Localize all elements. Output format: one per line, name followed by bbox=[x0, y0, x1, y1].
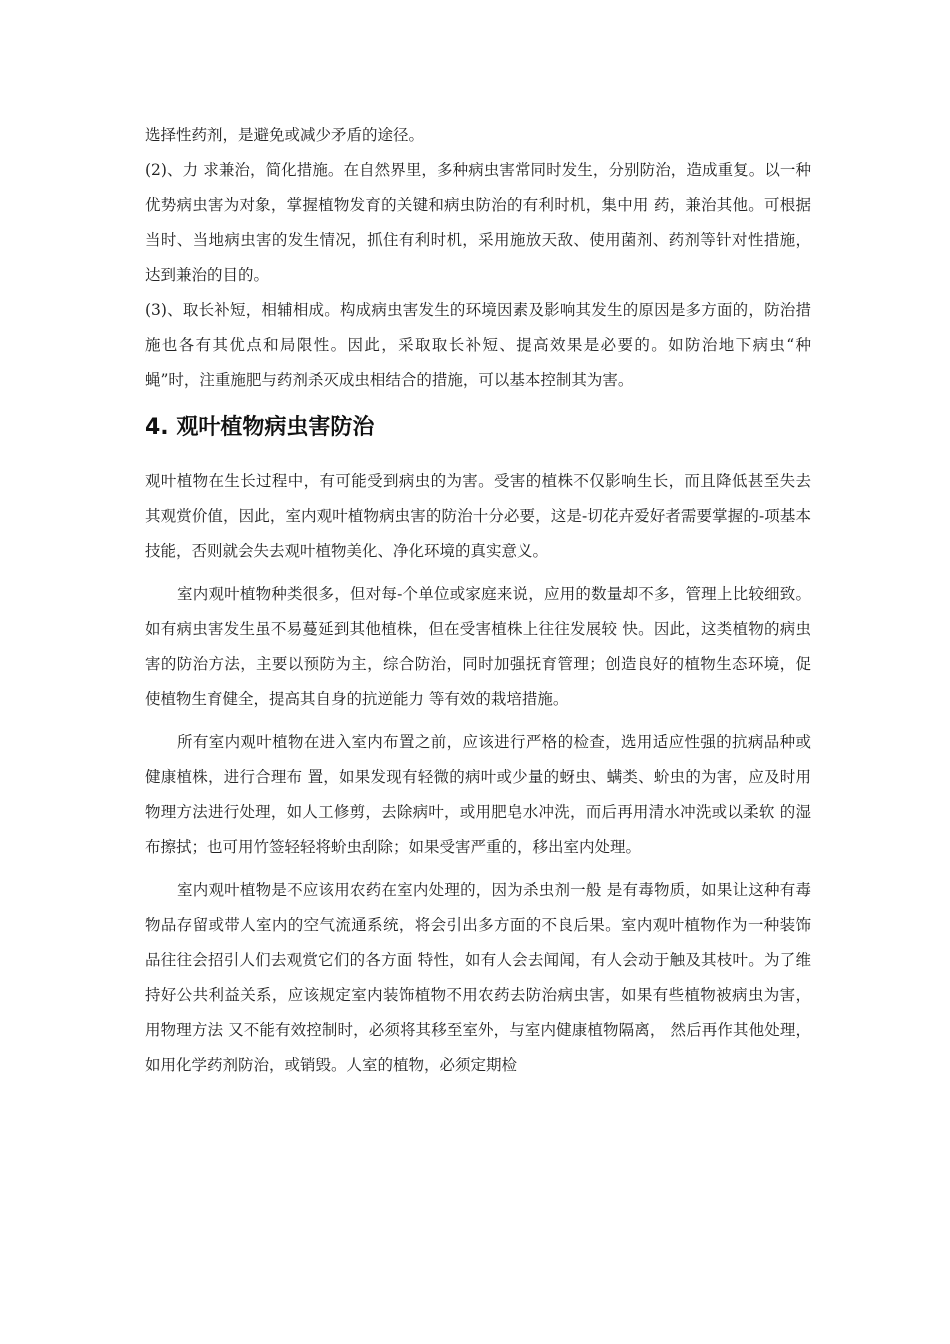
paragraph-prevention: 室内观叶植物种类很多，但对每-个单位或家庭来说，应用的数量却不多，管理上比较细致。如有病虫害发生虽不易蔓延到其他植株，但在受害植株上往往发展较 快。因此，这类植物的病虫害的防治方法，主要以预防为主，综合防治，同时加强抚育管理；创造良好的植物生态环境，促使植物生育健全，提高其自身的抗逆能力 等有效的栽培措施。 bbox=[145, 585, 811, 708]
paragraph-inspection: 所有室内观叶植物在进入室内布置之前，应该进行严格的检查，选用适应性强的抗病品种或健康植株，进行合理布 置，如果发现有轻微的病叶或少量的蚜虫、螨类、蚧虫的为害，应及时用物理方法进行处理，如人工修剪，去除病叶，或用肥皂水冲洗，而后再用清水冲洗或以柔软 的湿布擦拭；也可用竹签轻轻将蚧虫刮除；如果受害严重的，移出室内处理。 bbox=[145, 733, 811, 856]
paragraph-point-2: (2)、力 求兼治，简化措施。在自然界里，多种病虫害常同时发生，分别防治，造成重复。以一种优势病虫害为对象，掌握植物发育的关键和病虫防治的有利时机，集中用 药，兼治其他。可根据当时、当地病虫害的发生情况，抓住有利时机，采用施放天敌、使用菌剂、药剂等针对性措施，达到兼治的目的。 bbox=[145, 161, 811, 284]
document-body bbox=[145, 118, 811, 1083]
paragraph-no-pesticide: 室内观叶植物是不应该用农药在室内处理的，因为杀虫剂一般 是有毒物质，如果让这种有毒物品存留或带人室内的空气流通系统，将会引出多方面的不良后果。室内观叶植物作为一种装饰品往往会招引人们去观赏它们的各方面 特性，如有人会去闻闻，有人会动于触及其枝叶。为了维持好公共利益关系，应该规定室内装饰植物不用农药去防治病虫害，如果有些植物被病虫为害，用物理方法 又不能有效控制时，必须将其移至室外，与室内健康植物隔离， 然后再作其他处理，如用化学药剂防治，或销毁。人室的植物，必须定期检 bbox=[145, 881, 811, 1074]
paragraph-intro: 观叶植物在生长过程中，有可能受到病虫的为害。受害的植株不仅影响生长，而且降低甚至失去其观赏价值，因此，室内观叶植物病虫害的防治十分必要，这是-切花卉爱好者需要掌握的-项基本技能，否则就会失去观叶植物美化、净化环境的真实意义。 bbox=[145, 472, 811, 560]
paragraph-continuation: 选择性药剂，是避免或减少矛盾的途径。 bbox=[145, 126, 425, 144]
section-heading: 4. 观叶植物病虫害防治 bbox=[145, 415, 375, 440]
paragraph-point-3: (3)、取长补短，相辅相成。构成病虫害发生的环境因素及影响其发生的原因是多方面的，防治措施也各有其优点和局限性。因此，采取取长补短、提高效果是必要的。如防治地下病虫“种蝇”时，注重施肥与药剂杀灭成虫相结合的措施，可以基本控制其为害。 bbox=[145, 301, 811, 389]
